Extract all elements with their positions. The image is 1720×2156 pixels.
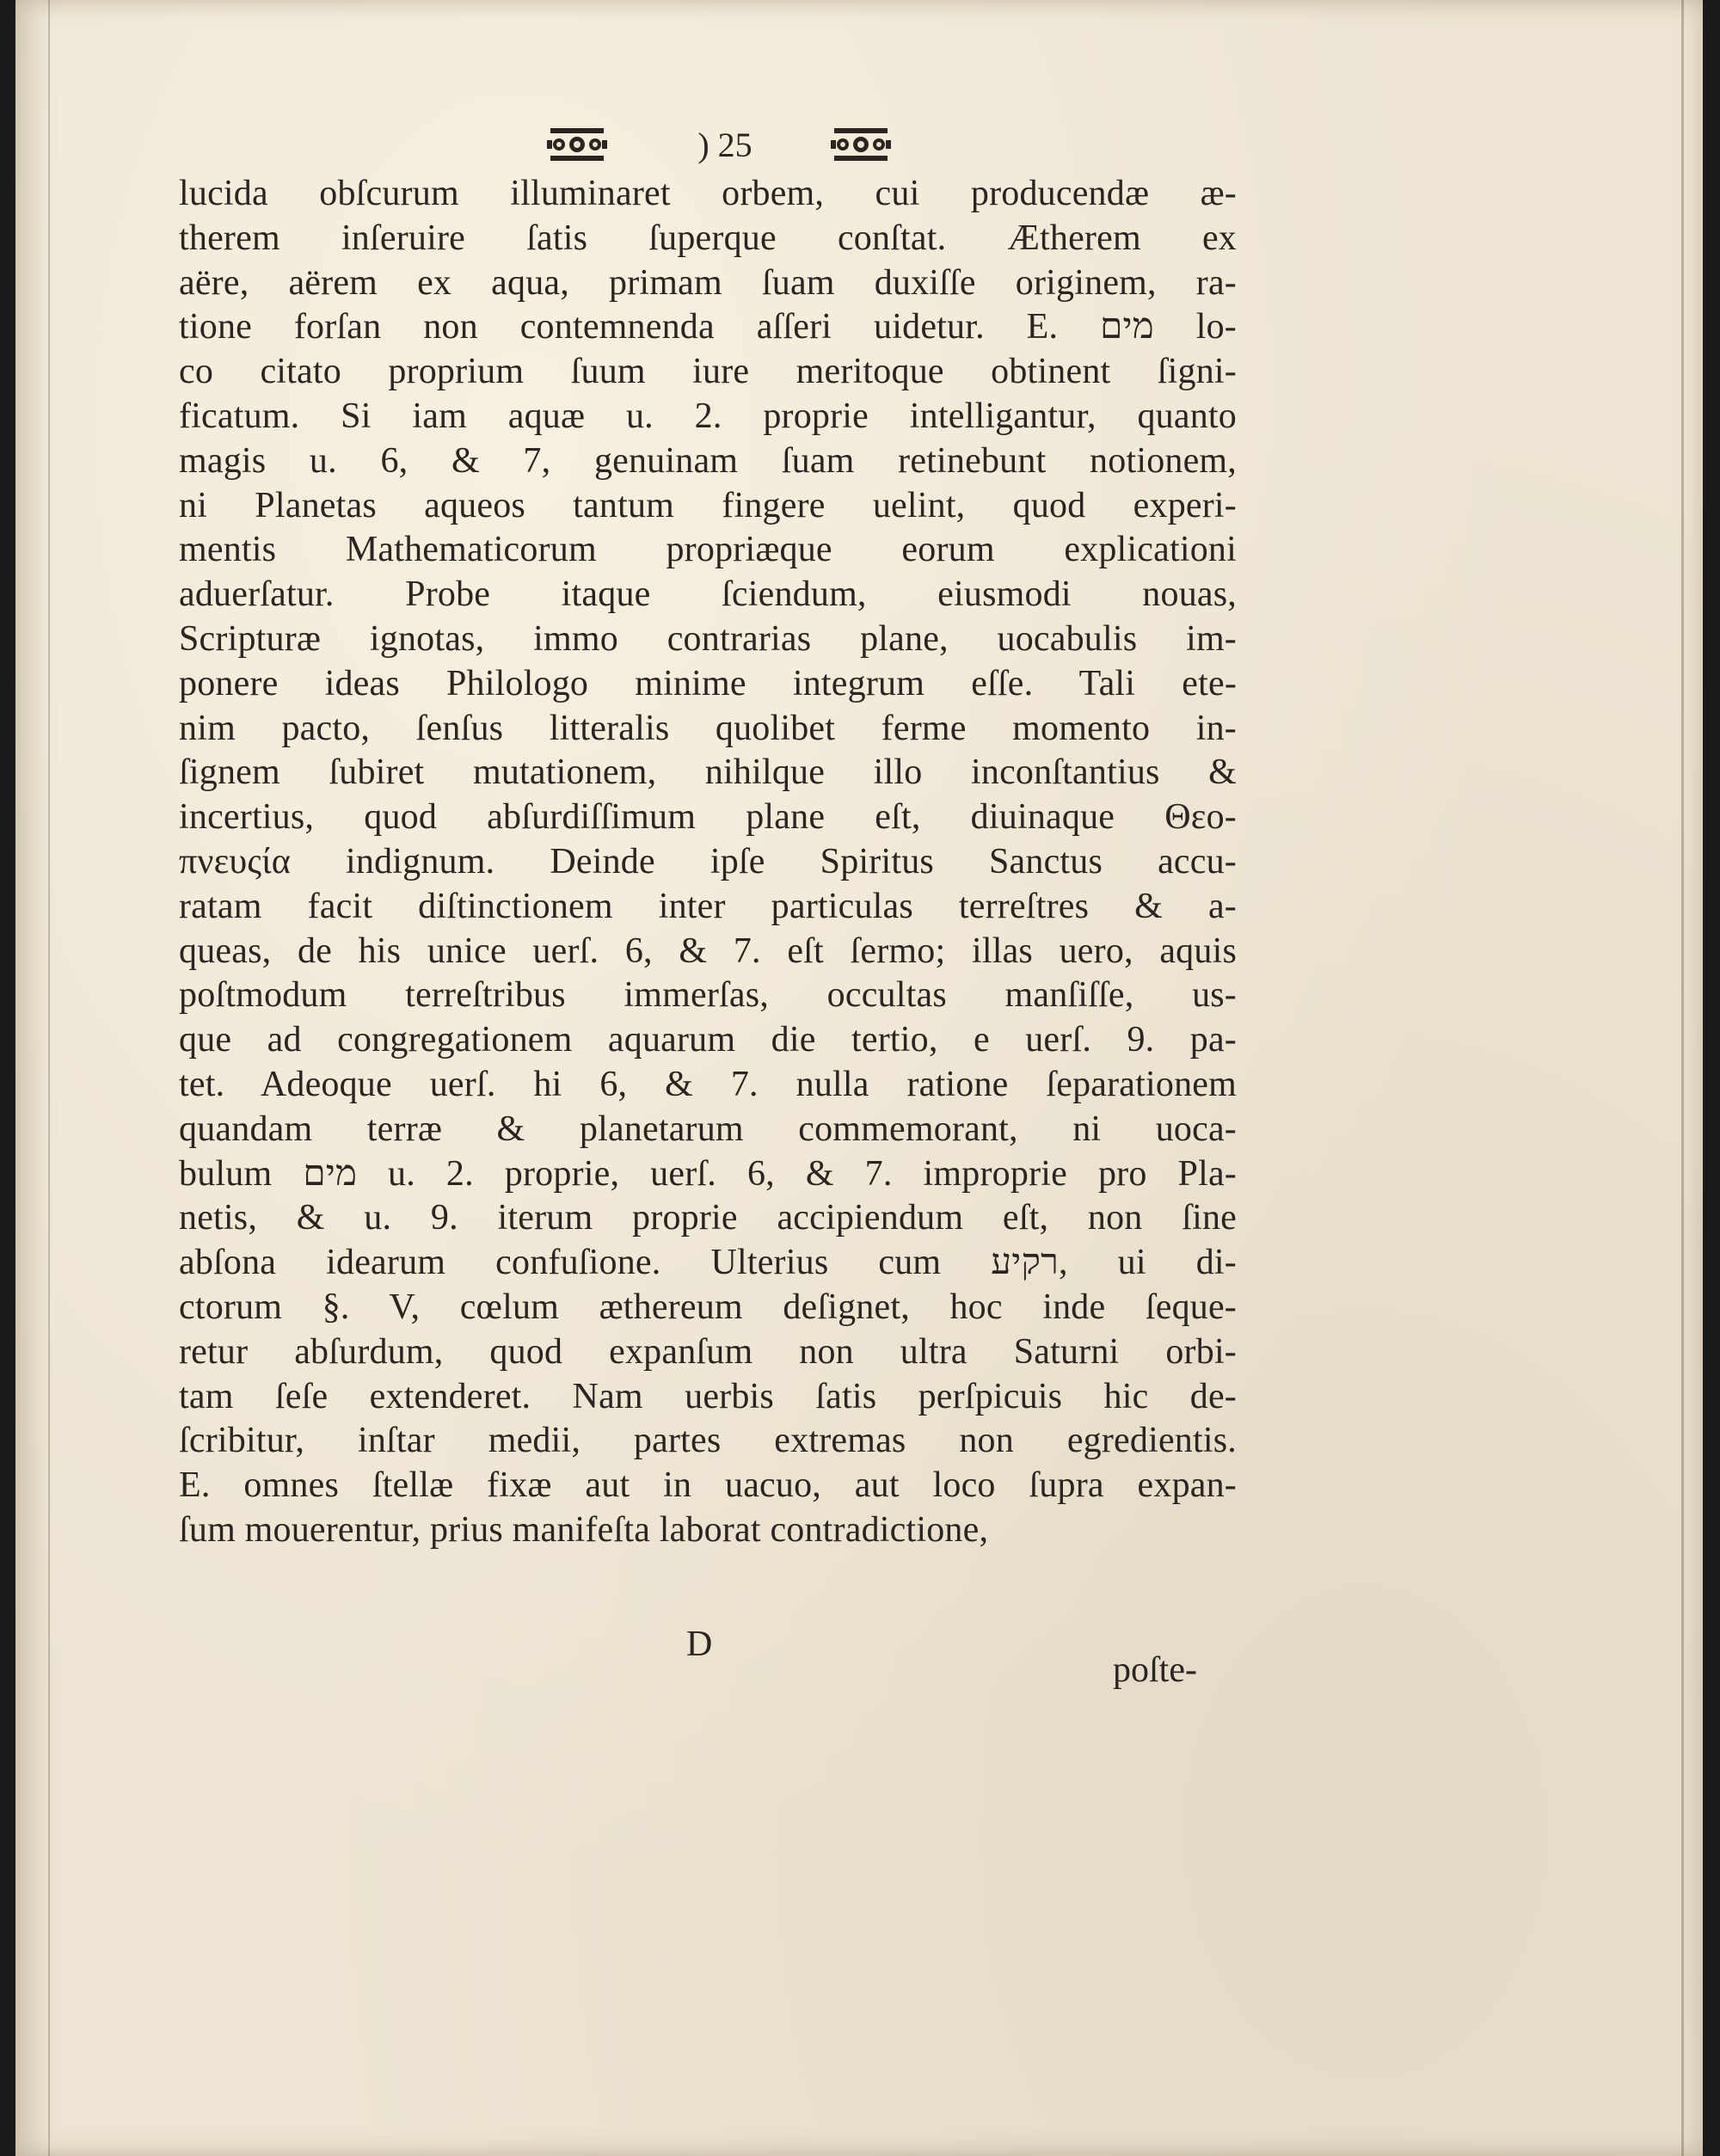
text-line: tam ſeſe extenderet. Nam uerbis ſatis perſpicuis hic de- xyxy=(179,1376,1237,1416)
text-line: mentis Mathematicorum propriæque eorum explicationi xyxy=(179,530,1237,570)
text-line: que ad congregationem aquarum die tertio, e uerſ. 9. pa- xyxy=(179,1020,1237,1060)
text-line: ratam facit diſtinctionem inter particulas terreſtres & a- xyxy=(179,886,1237,926)
text-line: ni Planetas aqueos tantum fingere uelint, quod experi- xyxy=(179,485,1237,525)
text-line: bulum מים u. 2. proprie, uerſ. 6, & 7. improprie pro Pla- xyxy=(179,1153,1237,1194)
page-number: ) 25 xyxy=(697,125,752,164)
text-line: E. omnes ſtellæ fixæ aut in uacuo, aut loco ſupra expan- xyxy=(179,1465,1237,1506)
text-line: poſtmodum terreſtribus immerſas, occultas manſiſſe, us- xyxy=(179,975,1237,1016)
text-line: retur abſurdum, quod expanſum non ultra Saturni orbi- xyxy=(179,1331,1237,1372)
fleuron-ornament-icon xyxy=(547,123,607,166)
text-line: abſona idearum confuſione. Ulterius cum רקיע, ui di- xyxy=(179,1243,1237,1283)
text-line: ficatum. Si iam aquæ u. 2. proprie intelligantur, quanto xyxy=(179,396,1237,436)
text-line: πνευςία indignum. Deinde ipſe Spiritus Sanctus accu- xyxy=(179,841,1237,881)
gutter-line xyxy=(48,0,50,2156)
text-line: tet. Adeoque uerſ. hi 6, & 7. nulla ratione ſeparationem xyxy=(179,1064,1237,1104)
text-line: ctorum §. V, cœlum æthereum deſignet, hoc inde ſeque- xyxy=(179,1287,1237,1327)
body-text xyxy=(179,172,1237,1553)
fleuron-ornament-icon xyxy=(831,123,891,166)
book-page xyxy=(15,0,1703,2156)
text-line: magis u. 6, & 7, genuinam ſuam retinebunt notionem, xyxy=(179,440,1237,481)
signature-mark: D xyxy=(686,1625,713,1664)
text-line: ſignem ſubiret mutationem, nihilque illo inconſtantius & xyxy=(179,752,1237,793)
text-line: nim pacto, ſenſus litteralis quolibet ferme momento in- xyxy=(179,708,1237,748)
page-edge xyxy=(1681,0,1684,2156)
text-line: quandam terræ & planetarum commemorant, ni uoca- xyxy=(179,1109,1237,1149)
text-line: netis, & u. 9. iterum proprie accipiendum eſt, non ſine xyxy=(179,1198,1237,1238)
running-header xyxy=(547,119,891,170)
text-line: aduerſatur. Probe itaque ſciendum, eiusmodi nouas, xyxy=(179,574,1237,615)
text-line: therem inſeruire ſatis ſuperque conſtat. Ætherem ex xyxy=(179,218,1237,258)
text-line: lucida obſcurum illuminaret orbem, cui producendæ æ- xyxy=(179,174,1237,213)
text-line: aëre, aërem ex aqua, primam ſuam duxiſſe originem, ra- xyxy=(179,262,1237,303)
catchword: poſte- xyxy=(1113,1650,1197,1690)
text-line: queas, de his unice uerſ. 6, & 7. eſt ſermo; illas uero, aquis xyxy=(179,931,1237,971)
text-line: tione forſan non contemnenda aſſeri uidetur. E. מים lo- xyxy=(179,307,1237,347)
text-line: incertius, quod abſurdiſſimum plane eſt, diuinaque Θεο- xyxy=(179,797,1237,838)
text-line: co citato proprium ſuum iure meritoque obtinent ſigni- xyxy=(179,352,1237,392)
text-line: ponere ideas Philologo minime integrum eſſe. Tali ete- xyxy=(179,663,1237,703)
text-line: ſum mouerentur, prius manifeſta laborat contradictione, xyxy=(179,1509,989,1550)
text-line: Scripturæ ignotas, immo contrarias plane, uocabulis im- xyxy=(179,618,1237,659)
text-line: ſcribitur, inſtar medii, partes extremas non egredientis. xyxy=(179,1421,1237,1461)
